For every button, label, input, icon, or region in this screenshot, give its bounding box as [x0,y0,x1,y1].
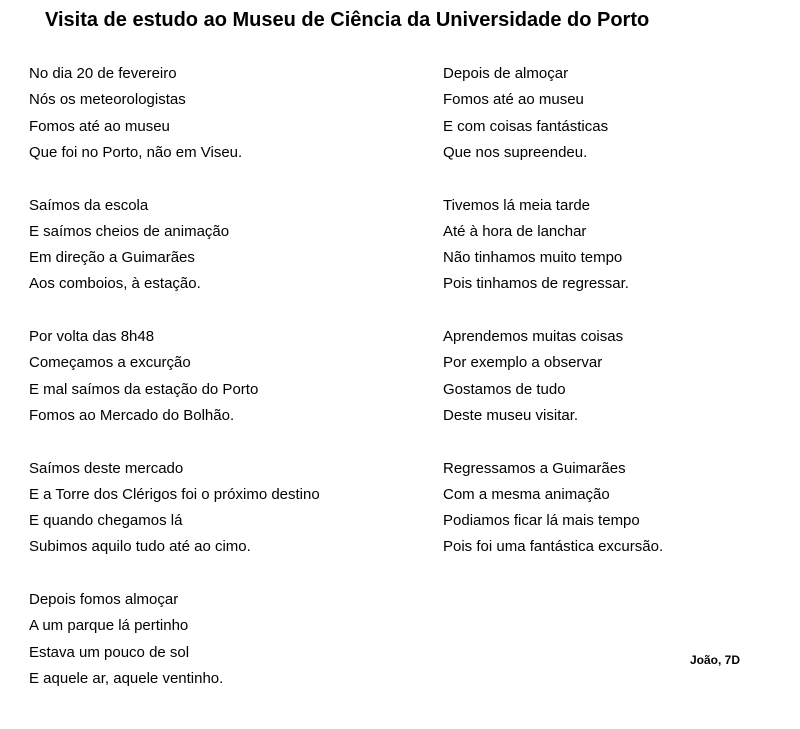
poem-line: Aprendemos muitas coisas [443,328,624,345]
poem-line: Aos comboios, à estação. [29,275,201,293]
poem-title: Visita de estudo ao Museu de Ciência da Universidade do Porto [45,9,650,31]
poem-line: E saímos cheios de animação [29,222,230,240]
poem-line: Subimos aquilo tudo até ao cimo. [29,538,251,556]
stanza [443,324,663,456]
author-signature: João, 7D [690,653,741,667]
stanza [29,587,320,719]
poem-line: Saímos deste mercado [29,459,184,477]
poem-line: Começamos a excurção [29,354,191,372]
stanza [29,324,320,456]
poem-line: Regressamos a Guimarães [443,459,626,477]
poem-line: E a Torre dos Clérigos foi o próximo destino [29,485,320,503]
poem-line: Em direção a Guimarães [29,249,195,267]
poem-line: Gostamos de tudo [443,380,566,398]
poem-line: Podiamos ficar lá mais tempo [443,512,640,530]
stanza [29,456,320,588]
poem-line: Com a mesma animação [443,485,610,503]
poem-line: Que foi no Porto, não em Viseu. [29,143,243,161]
poem-line: E quando chegamos lá [29,512,183,530]
poem-line: Por exemplo a observar [443,354,603,372]
right-poem-column [443,61,663,587]
stanza [443,61,663,193]
poem-line: Fomos ao Mercado do Bolhão. [29,406,235,424]
poem-line: E com coisas fantásticas [443,117,609,135]
poem-line: Saímos da escola [29,196,149,214]
poem-line: Não tinhamos muito tempo [443,249,623,267]
poem-line: E mal saímos da estação do Porto [29,380,259,398]
poem-line: Fomos até ao museu [29,117,170,135]
poem-line: Até à hora de lanchar [443,222,587,240]
poem-line: No dia 20 de fevereiro [29,65,177,82]
poem-line: Depois de almoçar [443,65,569,82]
poem-line: Nós os meteorologistas [29,91,186,109]
poem-line: Deste museu visitar. [443,406,579,424]
poem-line: A um parque lá pertinho [29,617,189,635]
stanza [29,193,320,325]
poem-line: Estava um pouco de sol [29,643,190,661]
poem-line: Pois foi uma fantástica excursão. [443,538,664,556]
poem-line: E aquele ar, aquele ventinho. [29,669,224,687]
poem-line: Depois fomos almoçar [29,591,179,608]
poem-line: Por volta das 8h48 [29,328,155,345]
stanza [443,193,663,325]
poem-line: Tivemos lá meia tarde [443,196,590,214]
poem-line: Que nos supreendeu. [443,143,588,161]
left-poem-column [29,61,320,719]
stanza [443,456,663,588]
poem-line: Fomos até ao museu [443,91,584,109]
poem-line: Pois tinhamos de regressar. [443,275,629,293]
stanza [29,61,320,193]
